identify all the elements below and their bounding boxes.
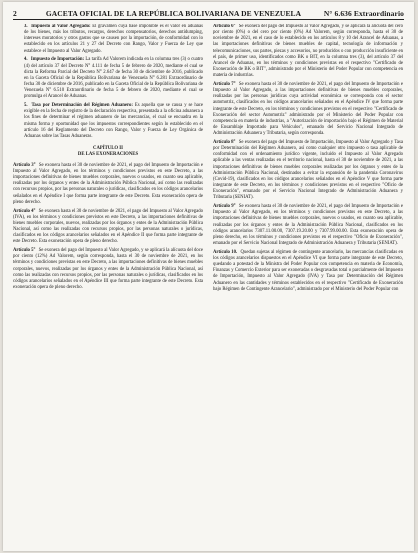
chapter-number: CAPÍTULO II	[93, 146, 123, 151]
item-4-paragraph	[13, 57, 203, 100]
edition-number: N° 6.636 Extraordinario	[323, 9, 404, 18]
left-column	[13, 24, 203, 548]
article-5-number: Artículo 5°	[13, 248, 36, 254]
right-column	[213, 24, 403, 548]
article-3-number: Artículo 3°	[13, 162, 36, 168]
article-6-text: Se exonera del pago del Impuesto al Valor Agregado, y se aplicará la alícuota del cero por ciento (0%) o del cero por ciento (0%) Ad Valorem, según corresponda, hasta el 30 de noviembre de 2021, en el caso de lo establecido en los artículos 8 y 10 del Arancel de Aduanas, a las importaciones definitivas de bienes muebles de capital, tecnología de información y telecomunicaciones, sus partes, piezas y accesorios, no producidos o con producción insuficiente en el país, de primer uso, identificados como BK o BIT, en la columna tres (3), del artículo 37 del Arancel de Aduanas, en los términos y condiciones previstas en el respectivo "Certificado de Exoneración de BK o BIT", administrado por el Ministerio del Poder Popular con competencia en materia de industrias.	[213, 24, 403, 79]
item-4-number: 4.	[24, 57, 28, 63]
item-5-number: 5.	[24, 103, 28, 109]
article-6	[213, 24, 403, 79]
item-4-title: Impuesto de Importación:	[30, 57, 85, 63]
article-3-text: Se exonera hasta el 30 de noviembre de 2021, el pago del Impuesto de Importación e Impuesto al Valor Agregado, en los términos y condiciones previstos en este Decreto, a las importaciones definitivas de bienes muebles corporales, nuevos o usados, en cuanto sea aplicable, realizadas por los órganos y entes de la Administración Pública Nacional, así como las realizadas con recursos propios, por las personas naturales o jurídicas, clasificados en los códigos arancelarios señalados en el Apéndice I que forma parte integrante de este Decreto. Esta exoneración opera de pleno derecho.	[13, 162, 203, 205]
item-3-number: 3.	[24, 24, 28, 29]
gazette-page	[3, 2, 414, 551]
article-8-text: Se exonera del pago del Impuesto de Importación, Impuesto al Valor Agregado y Tasa por Determinación del Régimen Aduanero, así como cualquier otro impuesto o tasa aplicable de conformidad con el ordenamiento jurídico vigente, incluido el Impuesto al Valor Agregado aplicable a las ventas realizadas en el territorio nacional, hasta el 30 de noviembre de 2021, a las importaciones definitivas de bienes muebles corporales realizadas por los órganos y entes de la Administración Pública Nacional, destinados a evitar la expansión de la pandemia Coronavirus (Covid-19), clasificados en los códigos arancelarios señalados en el Apéndice V que forma parte integrante de este Decreto, en los términos y condiciones previstos en el respectivo "Oficio de Exoneración", emanado por el Servicio Nacional Integrado de Administración Aduanera y Tributaria (SENIAT).	[213, 140, 403, 201]
chapter-heading	[13, 146, 203, 159]
article-10-number: Artículo 10.	[213, 249, 238, 255]
article-10-text: Quedan sujetas al régimen de contingente arancelario, las mercancías clasificadas en los códigos arancelarios dispuestos en el Apéndice VI que forma parte integrante de este Decreto, quedando a potestad de la Ministra del Poder Popular con competencia en materia de Economía, Finanzas y Comercio Exterior para ser exoneradas o desgravadas total o parcialmente del Impuesto de Importación, Impuesto al Valor Agregado (IVA) y Tasa por Determinación del Régimen Aduanero en las cantidades y términos establecidos en el respectivo "Certificado de Exoneración bajo Régimen de Contingente Arancelario", administrado por el Ministerio del Poder Popular con	[213, 249, 403, 292]
item-3-title: Impuesto al Valor Agregado:	[31, 24, 91, 29]
chapter-title: DE LAS EXONERACIONES	[77, 152, 139, 158]
item-3-text: El gravamen cuya base imponible es el valor en aduanas de los bienes, más los tributos, recargos, derechos compensatorios, derechos antidumping, intereses moratorios y otros gastos que se causen por la importación, de conformidad con lo establecido en los artículos 21 y 27 del Decreto con Rango, Valor y Fuerza de Ley que establece el Impuesto al Valor Agregado.	[24, 24, 203, 54]
article-9-number: Artículo 9°	[213, 204, 236, 210]
article-7-number: Artículo 7°	[213, 82, 236, 87]
article-7-text: Se exonera hasta el 30 de noviembre de 2021, el pago del Impuesto de Importación e Impuesto al Valor Agregado, a las importaciones definitivas de bienes muebles corporales, realizadas por las personas jurídicas cuya actividad económica se corresponda con el sector automotriz, clasificados en los códigos arancelarios señalados en el Apéndice IV que forma parte integrante de este Decreto, en los términos y condiciones previstos en el respectivo "Certificado de Exoneración del sector Automotriz" administrado por el Ministerio del Poder Popular con competencia en materia de industrias, a "Autorización de importación bajo el Régimen de Material de Ensamblaje Importado para Vehículos", emanado del Servicio Nacional Integrado de Administración Aduanera y Tributaria, según corresponda.	[213, 82, 403, 137]
page-header	[13, 6, 404, 20]
item-5-title: Tasa por Determinación del Régimen Aduanero:	[31, 103, 133, 109]
article-3	[13, 163, 203, 206]
article-6-number: Artículo 6°	[213, 24, 236, 29]
article-10	[213, 250, 403, 293]
item-5-text: Es aquella que se causa y se hace exigible en la fecha de registro de la declaración respectiva, presentada a la oficina aduanera a los fines de determinar el régimen aduanero de las mercancías, el cual se encuadra en la misma forma y oportunidad que los impuestos correspondientes según lo establecido en el artículo 16 del Reglamento del Decreto con Rango, Valor y Fuerza de Ley Orgánica de Aduanas sobre las Tasas Aduaneras.	[24, 103, 203, 139]
article-7	[213, 82, 403, 137]
page-number: 2	[13, 9, 17, 18]
article-4-number: Artículo 4°	[13, 208, 36, 214]
article-9-text: Se exonera hasta el 30 de noviembre de 2021, el pago del Impuesto de Importación e Impuesto al Valor Agregado, en los términos y condiciones previstos en este Decreto, a las importaciones definitivas de bienes muebles corporales, nuevos o usados, en cuanto sea aplicable, realizadas por los órganos y entes de la Administración Pública Nacional, clasificados en los códigos arancelarios 7307.11.00.00, 7307.19.20.00 y 7307.99.00.00. Esta exoneración opera de pleno derecho, en los términos y condiciones previstos en el respectivo "Oficio de Exoneración", emanado por el Servicio Nacional Integrado de Administración Aduanera y Tributaria (SENIAT).	[213, 204, 403, 247]
article-5-text: Se exonera del pago del Impuesto al Valor Agregado, y se aplicará la alícuota del doce por ciento (12%) Ad Valorem, según corresponda, hasta el 30 de noviembre de 2021, en los términos y condiciones previstas en este Decreto, a las importaciones definitivas de bienes muebles corporales, nuevos, realizadas por los órganos y entes de la Administración Pública Nacional, así como las realizadas con recursos propios, por las personas naturales o jurídicas, clasificados en los códigos arancelarios señalados en el Apéndice III que forma parte integrante de este Decreto. Esta exoneración opera de pleno derecho.	[13, 248, 203, 290]
article-9	[213, 204, 403, 247]
article-4	[13, 209, 203, 246]
article-8-number: Artículo 8°	[213, 140, 236, 145]
article-4-text: Se exonera hasta el 30 de noviembre de 2021, el pago del Impuesto al Valor Agregado (IVA), en los términos y condiciones previstos en este Decreto, a las importaciones definitivas de bienes muebles corporales, nuevos, realizadas por los órganos y entes de la Administración Pública Nacional, así como las realizadas con recursos propios, por las personas naturales o jurídicas, clasificados en los códigos arancelarios señalados en el Apéndice II que forma parte integrante de este Decreto. Esta exoneración opera de pleno derecho.	[13, 208, 203, 245]
article-5	[13, 248, 203, 291]
item-3-paragraph	[13, 24, 203, 55]
item-4-text: La tarifa Ad Valorem indicada en la columna tres (3) o cuatro (4) del artículo 37 del Decreto N° 4.111 de fecha 5 de febrero de 2020, mediante el cual se dicta la Reforma Parcial del Decreto N° 2.647 de fecha 30 de diciembre de 2016, publicado en la Gaceta Oficial de la República Bolivariana de Venezuela N° 6.281 Extraordinario de fecha 30 de diciembre de 2016, publicado en la Gaceta Oficial de la República Bolivariana de Venezuela N° 6.510 Extraordinario de fecha 5 de febrero de 2020, mediante el cual se promulga el Arancel de Aduanas.	[24, 57, 203, 100]
item-5-paragraph	[13, 103, 203, 140]
article-8	[213, 140, 403, 202]
gazette-title: GACETA OFICIAL DE LA REPÚBLICA BOLIVARIANA DE VENEZUELA	[45, 9, 302, 18]
